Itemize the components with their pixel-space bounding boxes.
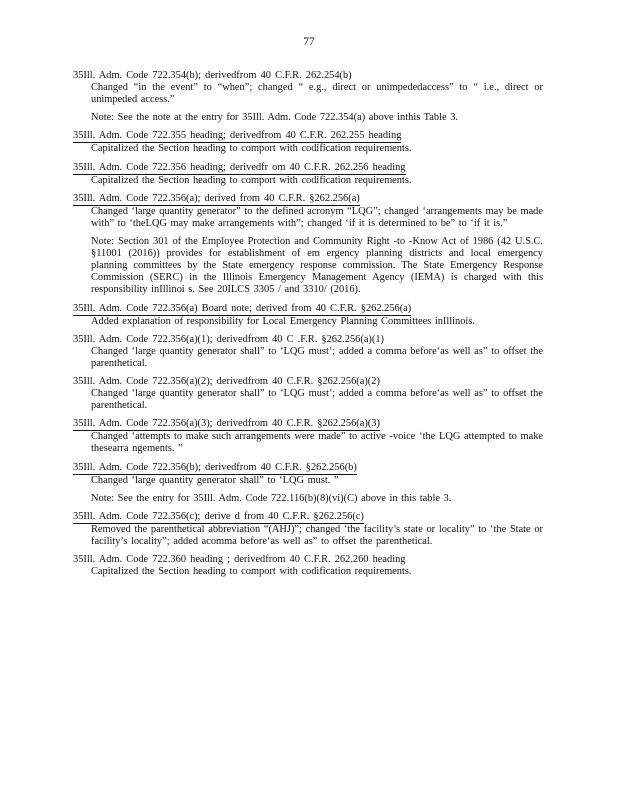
entry-body: Capitalized the Section heading to comport with codification requirements. [91, 174, 412, 186]
entry-body: Added explanation of responsibility for Local Emergency Planning Committees inIllinois. [91, 315, 475, 327]
entry-body: Changed ‘large quantity generator shall” to ‘LQG must’; added a comma before‘as well as” to offset the parenthetical. [91, 345, 543, 369]
page-number: 77 [303, 36, 315, 48]
entry-heading: 35Ill. Adm. Code 722.355 heading; derivedfrom 40 C.F.R. 262.255 heading [73, 130, 401, 143]
entry-722-356-a-2 [73, 376, 543, 412]
entry-722-356-heading [73, 162, 543, 187]
entry-heading: 35Ill. Adm. Code 722.356(b); derivedfrom 40 C.F.R. §262.256(b) [73, 462, 357, 475]
entry-heading: 35Ill. Adm. Code 722.356(a)(3); derivedfrom 40 C.F.R. §262.256(a)(3) [73, 418, 380, 431]
entry-body: Changed ‘large quantity generator shall” to ‘LQG must. ” [91, 474, 339, 486]
entry-heading: 35Ill. Adm. Code 722.356 heading; derivedfr om 40 C.F.R. 262.256 heading [73, 162, 406, 175]
entry-body: Removed the parenthetical abbreviation “(AHJ)”; changed ‘the facility’s state or locality” to ‘the State or facility’s locality”; added acomma before‘as well as” to offset the parenthetical. [91, 523, 543, 547]
entry-722-354-b [73, 70, 543, 106]
entry-722-355-heading [73, 130, 543, 155]
entry-heading: 35Ill. Adm. Code 722.356(a) Board note; derived from 40 C.F.R. §262.256(a) [73, 303, 411, 316]
entry-722-356-a-1 [73, 334, 543, 370]
entry-note: Note: See the note at the entry for 35Ill. Adm. Code 722.354(a) above inthis Table 3. [91, 112, 458, 124]
entry-722-356-a [73, 193, 543, 230]
entry-body: Capitalized the Section heading to comport with codification requirements. [91, 566, 412, 578]
entry-note: Note: Section 301 of the Employee Protection and Community Right -to -Know Act of 1986 (42 U.S.C. §11001 (2016)) provides for establishment of em ergency planning districts and local emergency planning committees by the State emergency response commission. The State Emergency Response Commission (SERC) in the Illinois Emergency Management Agency (IEMA) is charged with this responsibility inIllinoi s. See 20ILCS 3305 / and 3310/ (2016). [91, 236, 543, 296]
entry-722-356-b [73, 462, 543, 487]
entry-heading: 35Ill. Adm. Code 722.360 heading ; derivedfrom 40 C.F.R. 262.260 heading [73, 554, 406, 566]
entry-body: Changed ‘large quantity generator” to the defined acronym “LQG”; changed ‘arrangements may be made with” to ‘theLQG may make arrangements with”; changed ‘if it is determined to be” to ‘if it is.” [91, 205, 543, 229]
entry-722-356-c [73, 511, 543, 548]
entry-heading: 35Ill. Adm. Code 722.356(a)(1); derivedfrom 40 C .F.R. §262.256(a)(1) [73, 333, 385, 345]
entry-722-356-a-3 [73, 418, 543, 455]
entry-heading: 35Ill. Adm. Code 722.356(c); derive d from 40 C.F.R. §262.256(c) [73, 511, 364, 524]
entry-722-360-heading [73, 554, 543, 578]
table-3-content [73, 70, 543, 584]
entry-body: Changed ‘attempts to make such arrangements were made” to active -voice ‘the LQG attempted to make thesearra ngements. ” [91, 431, 543, 455]
entry-note: Note: See the entry for 35Ill. Adm. Code 722.116(b)(8)(vi)(C) above in this table 3. [91, 492, 452, 504]
entry-body: Capitalized the Section heading to comport with codification requirements. [91, 143, 412, 155]
entry-body: Changed ‘large quantity generator shall” to ‘LQG must’; added a comma before‘as well as” to offset the parenthetical. [91, 388, 543, 412]
entry-heading: 35Ill. Adm. Code 722.356(a); derived from 40 C.F.R. §262.256(a) [73, 193, 360, 206]
entry-heading: 35Ill. Adm. Code 722.356(a)(2); derivedfrom 40 C.F.R. §262.256(a)(2) [73, 375, 380, 387]
entry-body: Changed “in the event” to “when”; changed “ e.g., direct or unimpededaccess” to “ i.e., direct or unimpeded access.” [91, 82, 543, 106]
entry-heading: 35Ill. Adm. Code 722.354(b); derivedfrom 40 C.F.R. 262.254(b) [73, 70, 352, 81]
entry-722-356-a-board-note [73, 303, 543, 328]
